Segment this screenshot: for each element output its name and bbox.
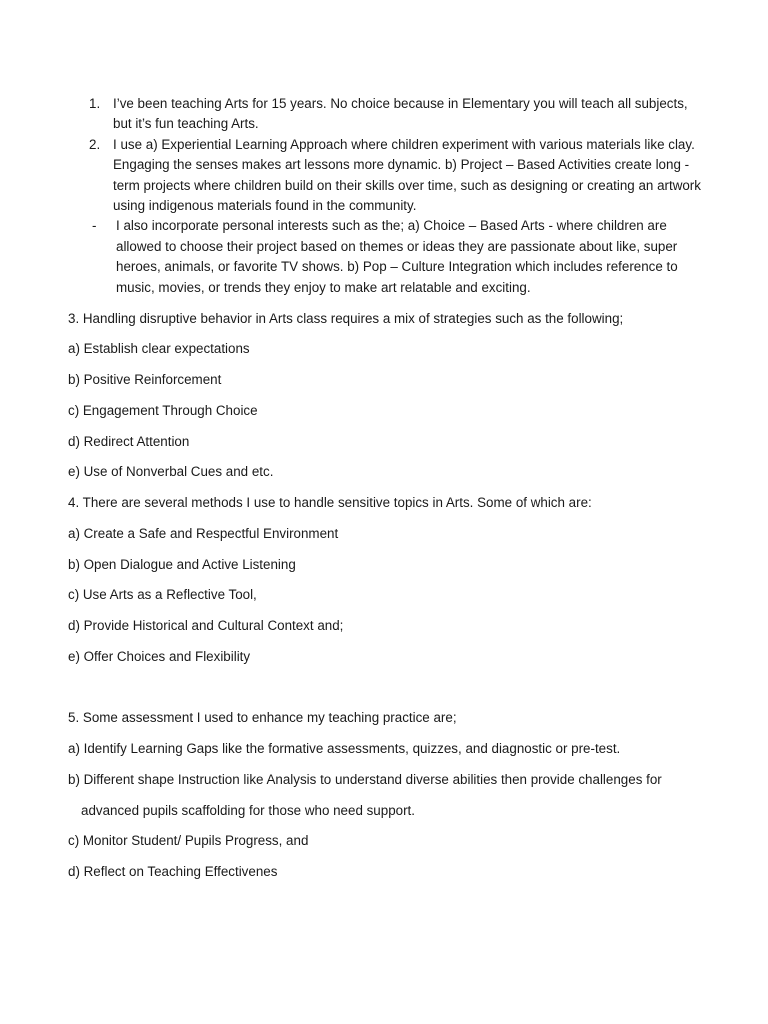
section-3-item-e: e) Use of Nonverbal Cues and etc. <box>68 464 274 479</box>
section-3-item-b: b) Positive Reinforcement <box>68 372 222 387</box>
list-item-2 <box>68 135 708 217</box>
section-3-item-c: c) Engagement Through Choice <box>68 403 258 418</box>
section-5-intro: 5. Some assessment I used to enhance my teaching practice are; <box>68 710 457 725</box>
dash-marker: - <box>92 218 97 234</box>
section-5-item-b-line-1: b) Different shape Instruction like Analysis to understand diverse abilities then provide challenges for <box>68 772 662 787</box>
section-4-item-b: b) Open Dialogue and Active Listening <box>68 557 296 572</box>
list-marker: 2. <box>89 136 101 152</box>
dash-item-text: I also incorporate personal interests such as the; a) Choice – Based Arts - where children are allowed to choose their project based on themes or ideas they are passionate about like, super heroes, animals, or favorite TV shows. b) Pop – Culture Integration which includes reference to music, movies, or trends they enjoy to make art relatable and exciting. <box>116 218 678 295</box>
section-5-item-a: a) Identify Learning Gaps like the formative assessments, quizzes, and diagnostic or pre-test. <box>68 741 621 756</box>
list-item-text: I’ve been teaching Arts for 15 years. No choice because in Elementary you will teach all subjects, but it’s fun teaching Arts. <box>113 96 688 132</box>
section-4-item-a: a) Create a Safe and Respectful Environment <box>68 526 339 541</box>
list-marker: 1. <box>89 96 101 111</box>
section-5-item-c: c) Monitor Student/ Pupils Progress, and <box>68 833 309 848</box>
section-4-item-c: c) Use Arts as a Reflective Tool, <box>68 587 257 602</box>
section-4-intro: 4. There are several methods I use to handle sensitive topics in Arts. Some of which are: <box>68 495 592 510</box>
numbered-list <box>68 94 708 298</box>
section-5-item-d: d) Reflect on Teaching Effectivenes <box>68 864 278 879</box>
section-4-item-e: e) Offer Choices and Flexibility <box>68 649 251 664</box>
list-item-text: I use a) Experiential Learning Approach where children experiment with various materials like clay. Engaging the senses makes art lessons more dynamic. b) Project – Based Activities create long - term projects where children build on their skills over time, such as designing or creating an artwork using indigenous materials found in the community. <box>113 136 701 214</box>
section-3-intro: 3. Handling disruptive behavior in Arts class requires a mix of strategies such as the following; <box>68 311 624 326</box>
section-3-item-a: a) Establish clear expectations <box>68 341 250 356</box>
list-item-1 <box>68 94 708 135</box>
section-3-item-d: d) Redirect Attention <box>68 434 190 449</box>
section-4-item-d: d) Provide Historical and Cultural Context and; <box>68 618 344 633</box>
section-5-item-b-line-2: advanced pupils scaffolding for those who need support. <box>81 803 416 818</box>
dash-list-item <box>68 216 708 298</box>
